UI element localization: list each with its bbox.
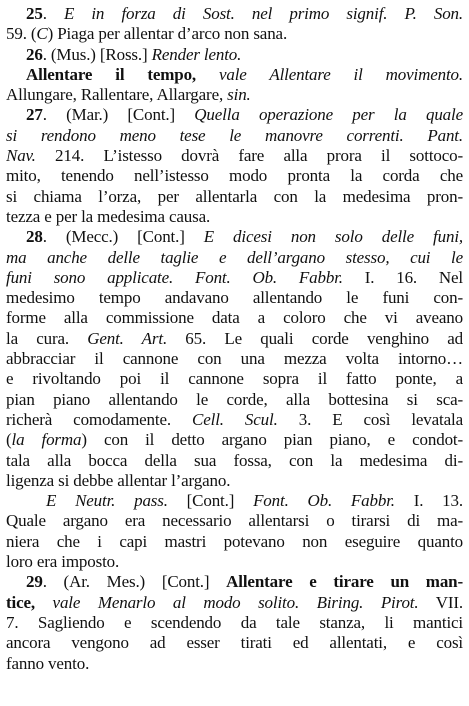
text-line: ligenza si debbe allentar l’argano. xyxy=(6,470,231,490)
text-line: niera che i capi mastri potevano non eseguire quanto xyxy=(6,531,463,551)
text-line: medesimo tempo andavano allentando le funi con- xyxy=(6,288,463,308)
text-line: pian piano allentando le corde, alla bottesina si sca- xyxy=(6,389,463,409)
text-line: fanno vento. xyxy=(6,653,90,673)
text-line: abbracciar il cannone con una mezza volta intorno… xyxy=(6,349,463,369)
text-line: 27. (Mar.) [Cont.] Quella operazione per la quale xyxy=(26,105,463,125)
text-line: ma anche delle taglie e dell’argano stesso, cui le xyxy=(6,247,463,267)
text-line: tala alla bocca della sua fossa, con la medesima di- xyxy=(6,450,463,470)
text-line: Nav. 214. L’istesso dovrà fare alla prora il sottoco- xyxy=(6,146,463,166)
text-line: la cura. Gent. Art. 65. Le quali corde venghino ad xyxy=(6,328,463,348)
text-line: E Neutr. pass. [Cont.] Font. Ob. Fabbr. I. 13. xyxy=(46,491,463,511)
text-line: loro era imposto. xyxy=(6,552,120,572)
text-line: 25. E in forza di Sost. nel primo signif. P. Son. xyxy=(26,4,463,23)
text-line: 59. (C) Piaga per allentar d’arco non sana. xyxy=(6,24,288,44)
text-line: richerà comodamente. Cell. Scul. 3. E così levatala xyxy=(6,409,463,429)
text-line: e rivoltando poi il cannone sopra il fatto ponte, a xyxy=(6,369,463,389)
text-line: 7. Sagliendo e scendendo da tale stanza, li mantici xyxy=(6,612,463,632)
text-line: 29. (Ar. Mes.) [Cont.] Allentare e tirare un man- xyxy=(26,572,463,592)
text-line: 26. (Mus.) [Ross.] Render lento. xyxy=(26,44,242,64)
text-line: 28. (Mecc.) [Cont.] E dicesi non solo delle funi, xyxy=(26,227,463,247)
text-line: si rendono meno tese le manovre correnti. Pant. xyxy=(6,125,463,145)
text-line: funi sono applicate. Font. Ob. Fabbr. I. 16. Nel xyxy=(6,267,463,287)
text-line: Allungare, Rallentare, Allargare, sin. xyxy=(6,85,251,105)
text-line: ancora vengono ad esser tirati ed allentati, e così xyxy=(6,633,463,653)
text-line: tice, vale Menarlo al modo solito. Biring. Pirot. VII. xyxy=(6,592,463,612)
text-line: mito, tenendo nell’istesso modo pronta la corda che xyxy=(6,166,463,186)
text-line: Quale argano era necessario allentarsi o tirarsi di ma- xyxy=(6,511,463,531)
text-line: tezza e per la medesima causa. xyxy=(6,206,211,226)
text-line: Allentare il tempo, vale Allentare il movimento. xyxy=(26,64,463,84)
text-line: forme alla commissione data a coloro che vi aveano xyxy=(6,308,463,328)
text-line: si chiama l’orza, per allentarla con la medesima pron- xyxy=(6,186,463,206)
text-line: (la forma) con il detto argano pian piano, e condot- xyxy=(6,430,463,450)
